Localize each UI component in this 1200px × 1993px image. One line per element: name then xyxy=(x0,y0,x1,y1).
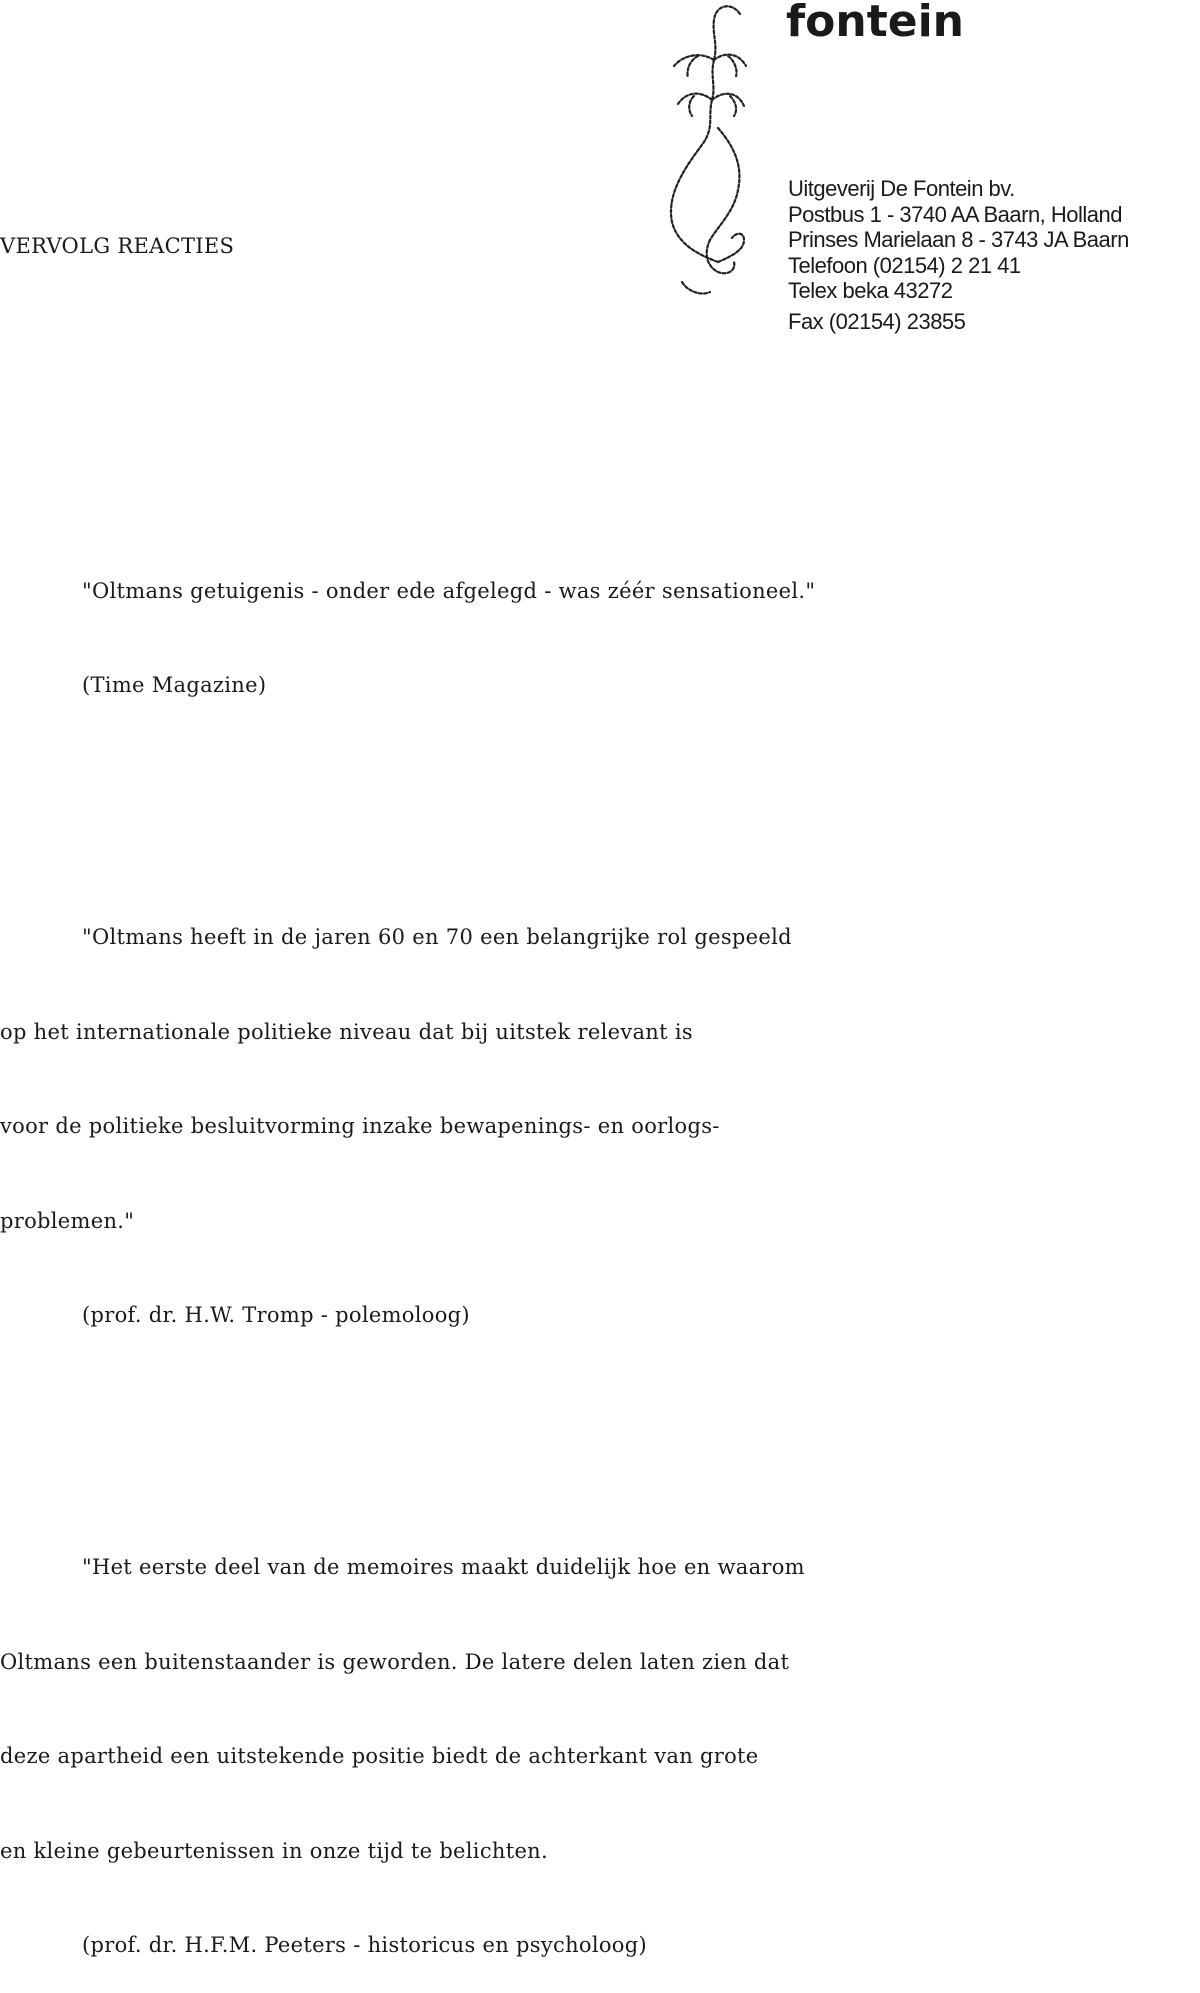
quote-line: en kleine gebeurtenissen in onze tijd te belichten. xyxy=(0,1838,548,1863)
address-line: Telefoon (02154) 2 21 41 xyxy=(788,252,1021,278)
quote-line: op het internationale politieke niveau dat bij uitstek relevant is xyxy=(0,1019,693,1044)
quote-line: problemen." xyxy=(0,1208,135,1233)
address-line: Telex beka 43272 xyxy=(788,278,953,303)
quote-source: (prof. dr. H.F.M. Peeters - historicus en psycholoog) xyxy=(82,1933,647,1957)
quotes-section xyxy=(0,481,815,1993)
document-heading: VERVOLG REACTIES xyxy=(0,234,235,258)
quote-line: "Oltmans getuigenis - onder ede afgelegd - was zéér sensationeel." xyxy=(82,578,816,603)
quote-line: "Oltmans heeft in de jaren 60 en 70 een belangrijke rol gespeeld xyxy=(82,925,792,949)
quote-line: voor de politieke besluitvorming inzake bewapenings- en oorlogs- xyxy=(0,1114,720,1138)
quote-line: Oltmans een buitenstaander is geworden. De latere delen laten zien dat xyxy=(0,1649,790,1674)
address-line: Postbus 1 - 3740 AA Baarn, Holland xyxy=(788,201,1123,227)
address-line: Uitgeverij De Fontein bv. xyxy=(788,176,1015,201)
brand-name: fontein xyxy=(786,0,964,47)
quote-line: "Het eerste deel van de memoires maakt duidelijk hoe en waarom xyxy=(82,1555,805,1579)
fountain-logo-icon xyxy=(658,0,758,305)
quote-line: deze apartheid een uitstekende positie biedt de achterkant van grote xyxy=(0,1744,759,1768)
quote-source: (prof. dr. H.W. Tromp - polemoloog) xyxy=(82,1303,470,1327)
fax-line: Fax (02154) 23855 xyxy=(788,308,966,334)
publisher-address xyxy=(788,176,1129,334)
address-line: Prinses Marielaan 8 - 3743 JA Baarn xyxy=(788,227,1129,252)
quote-source: (Time Magazine) xyxy=(82,673,267,697)
